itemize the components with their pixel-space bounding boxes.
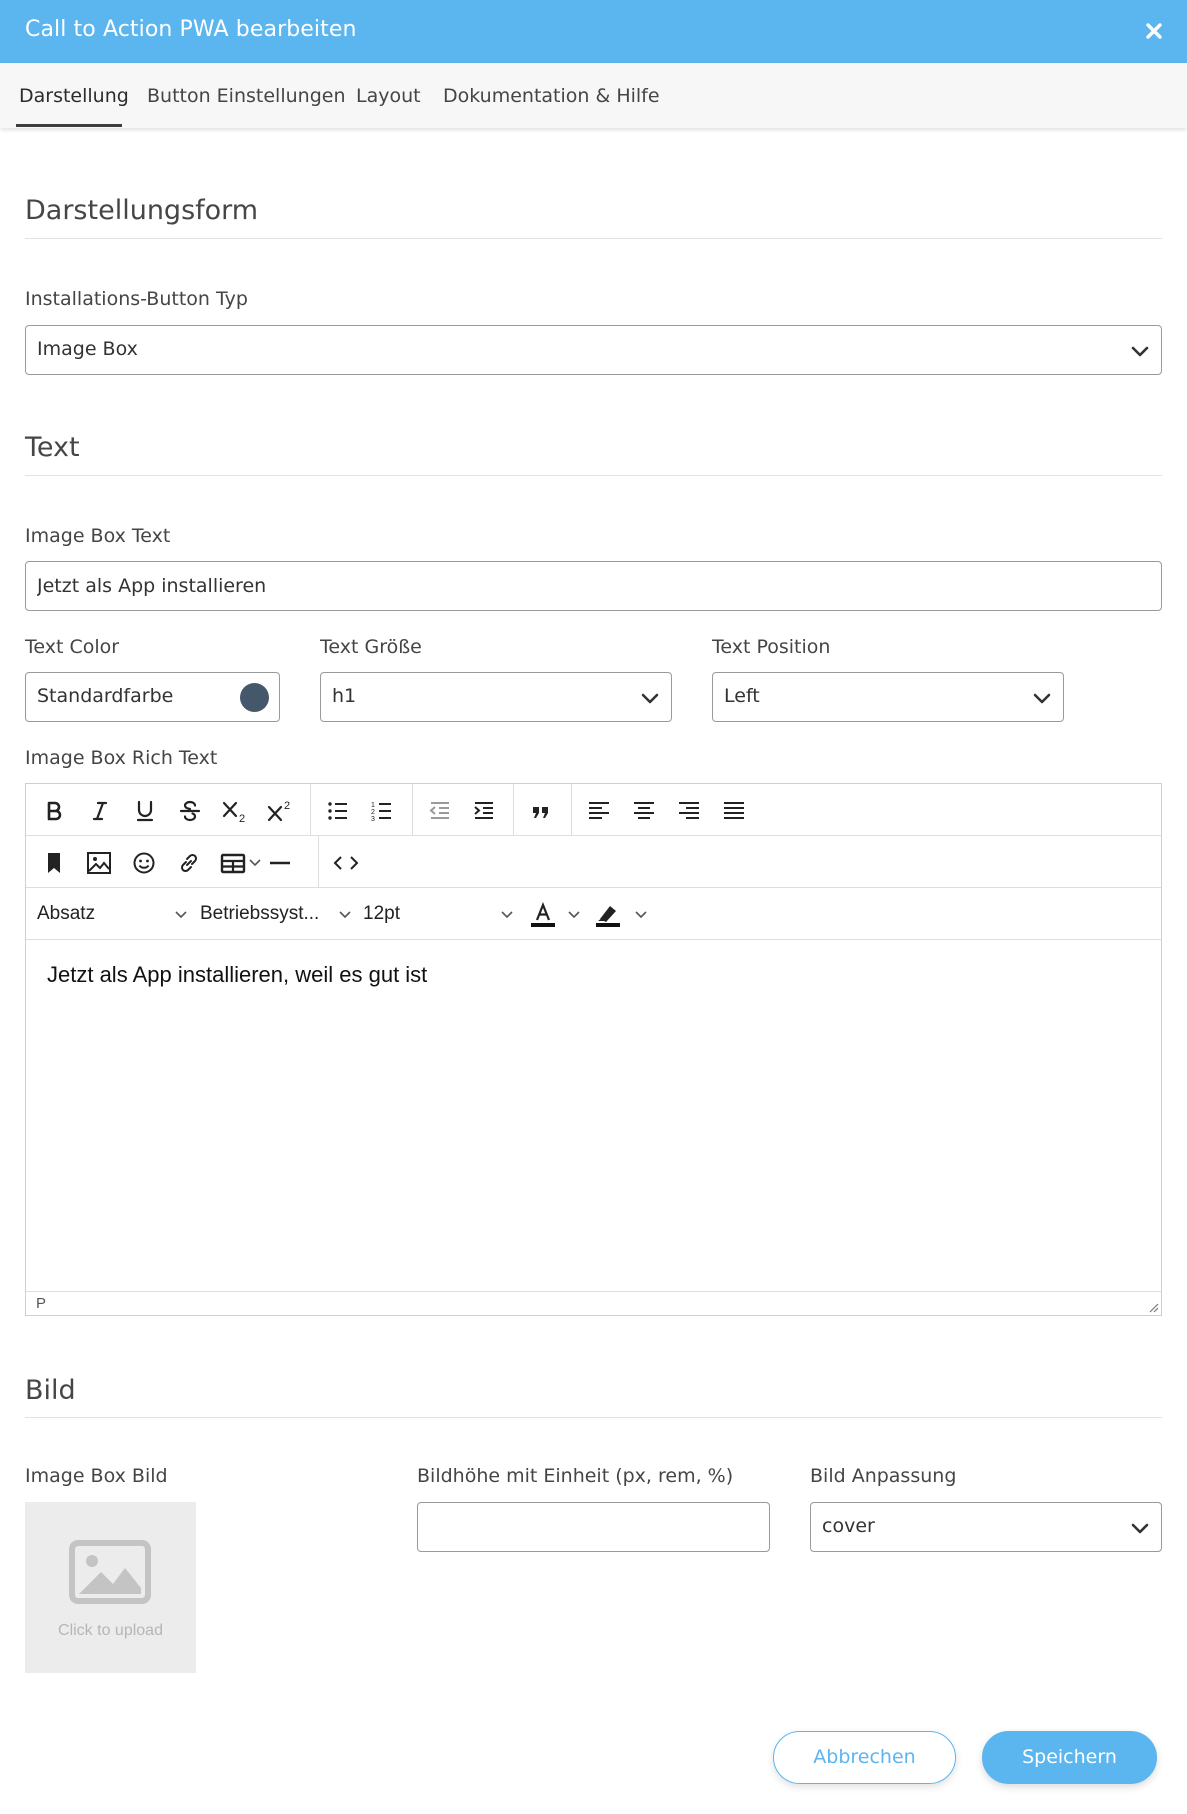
superscript-icon[interactable] bbox=[266, 797, 294, 825]
text-size-label: Text Größe bbox=[320, 636, 422, 658]
image-height-input-wrap bbox=[417, 1502, 770, 1552]
text-color-label: Text Color bbox=[25, 636, 120, 658]
text-color-value: Standardfarbe bbox=[37, 685, 174, 707]
chevron-down-icon[interactable] bbox=[566, 907, 582, 923]
editor-toolbar-row-2 bbox=[26, 836, 1161, 888]
indent-icon[interactable] bbox=[470, 797, 498, 825]
toolbar-separator bbox=[310, 784, 311, 836]
tab-button-einstellungen[interactable]: Button Einstellungen bbox=[147, 85, 346, 107]
chevron-down-icon[interactable] bbox=[633, 907, 649, 923]
image-fit-select[interactable] bbox=[810, 1502, 1162, 1552]
chevron-down-icon bbox=[1031, 687, 1053, 709]
underline-icon[interactable] bbox=[131, 797, 159, 825]
svg-text:2: 2 bbox=[284, 800, 291, 812]
image-upload-area[interactable] bbox=[25, 1502, 196, 1673]
editor-toolbar-row-3 bbox=[26, 888, 1161, 940]
outdent-icon[interactable] bbox=[426, 797, 454, 825]
save-button[interactable]: Speichern bbox=[982, 1731, 1157, 1784]
image-box-bild-label: Image Box Bild bbox=[25, 1465, 168, 1487]
image-box-text-input[interactable] bbox=[26, 562, 1161, 610]
chevron-down-icon bbox=[639, 687, 661, 709]
tab-layout[interactable]: Layout bbox=[356, 85, 421, 107]
close-icon[interactable] bbox=[1141, 18, 1167, 44]
button-type-select[interactable] bbox=[25, 325, 1162, 375]
toolbar-separator bbox=[412, 784, 413, 836]
toolbar-separator bbox=[513, 784, 514, 836]
align-left-icon[interactable] bbox=[585, 797, 613, 825]
editor-toolbar-row-1 bbox=[26, 784, 1161, 836]
link-icon[interactable] bbox=[175, 849, 203, 877]
chevron-down-icon[interactable] bbox=[247, 855, 263, 871]
image-box-text-input-wrap bbox=[25, 561, 1162, 611]
blockquote-icon[interactable] bbox=[527, 797, 555, 825]
image-fit-value: cover bbox=[822, 1515, 875, 1537]
toolbar-separator bbox=[571, 784, 572, 836]
image-height-label: Bildhöhe mit Einheit (px, rem, %) bbox=[417, 1465, 734, 1487]
text-position-value: Left bbox=[724, 685, 760, 707]
highlight-icon[interactable] bbox=[594, 901, 622, 929]
horizontal-rule-icon[interactable] bbox=[266, 849, 294, 877]
rich-text-label: Image Box Rich Text bbox=[25, 747, 218, 769]
align-center-icon[interactable] bbox=[630, 797, 658, 825]
section-divider bbox=[25, 1417, 1162, 1418]
align-justify-icon[interactable] bbox=[720, 797, 748, 825]
text-color-icon[interactable] bbox=[529, 901, 557, 929]
element-path[interactable]: P bbox=[36, 1295, 47, 1312]
section-title-text: Text bbox=[25, 432, 80, 463]
strikethrough-icon[interactable] bbox=[176, 797, 204, 825]
tab-darstellung[interactable]: Darstellung bbox=[19, 85, 129, 107]
tab-bar bbox=[0, 63, 1187, 128]
align-right-icon[interactable] bbox=[675, 797, 703, 825]
text-position-label: Text Position bbox=[712, 636, 831, 658]
section-title-bild: Bild bbox=[25, 1375, 76, 1406]
bookmark-icon[interactable] bbox=[40, 849, 68, 877]
italic-icon[interactable] bbox=[86, 797, 114, 825]
subscript-icon[interactable] bbox=[221, 797, 249, 825]
svg-text:3: 3 bbox=[371, 816, 375, 823]
svg-text:2: 2 bbox=[239, 813, 246, 824]
text-size-select[interactable] bbox=[320, 672, 672, 722]
svg-text:2: 2 bbox=[371, 809, 375, 816]
rich-text-editor bbox=[25, 783, 1162, 1316]
resize-handle-icon[interactable] bbox=[1147, 1301, 1159, 1313]
image-box-text-label: Image Box Text bbox=[25, 525, 171, 547]
button-type-value: Image Box bbox=[37, 338, 138, 360]
chevron-down-icon bbox=[1129, 340, 1151, 362]
section-title-darstellungsform: Darstellungsform bbox=[25, 195, 259, 226]
table-icon[interactable] bbox=[219, 849, 247, 877]
button-type-label: Installations-Button Typ bbox=[25, 288, 248, 310]
text-color-picker[interactable] bbox=[25, 672, 280, 722]
image-fit-label: Bild Anpassung bbox=[810, 1465, 957, 1487]
editor-statusbar bbox=[26, 1291, 1161, 1315]
text-position-select[interactable] bbox=[712, 672, 1064, 722]
image-height-input[interactable] bbox=[418, 1503, 769, 1551]
bold-icon[interactable] bbox=[40, 797, 68, 825]
tab-dokumentation[interactable]: Dokumentation & Hilfe bbox=[443, 85, 660, 107]
bullet-list-icon[interactable] bbox=[324, 797, 352, 825]
dialog-header bbox=[0, 0, 1187, 63]
color-swatch[interactable] bbox=[240, 683, 269, 712]
chevron-down-icon[interactable] bbox=[337, 907, 353, 923]
toolbar-separator bbox=[318, 836, 319, 888]
emoji-icon[interactable] bbox=[130, 849, 158, 877]
numbered-list-icon[interactable] bbox=[368, 797, 396, 825]
cancel-button[interactable]: Abbrechen bbox=[773, 1731, 956, 1784]
chevron-down-icon[interactable] bbox=[173, 907, 189, 923]
font-size-select[interactable]: 12pt bbox=[363, 903, 400, 924]
editor-content[interactable]: Jetzt als App installieren, weil es gut ist bbox=[47, 962, 428, 987]
upload-hint: Click to upload bbox=[58, 1622, 163, 1639]
text-size-value: h1 bbox=[332, 685, 357, 707]
image-placeholder-icon bbox=[69, 1540, 151, 1604]
chevron-down-icon bbox=[1129, 1517, 1151, 1539]
section-divider bbox=[25, 475, 1162, 476]
svg-text:1: 1 bbox=[371, 802, 375, 809]
dialog-title: Call to Action PWA bearbeiten bbox=[25, 17, 357, 42]
active-tab-indicator bbox=[16, 124, 122, 127]
chevron-down-icon[interactable] bbox=[499, 907, 515, 923]
block-format-select[interactable]: Absatz bbox=[37, 903, 96, 924]
code-icon[interactable] bbox=[332, 849, 360, 877]
font-family-select[interactable]: Betriebssyst... bbox=[200, 903, 320, 924]
section-divider bbox=[25, 238, 1162, 239]
image-icon[interactable] bbox=[85, 849, 113, 877]
